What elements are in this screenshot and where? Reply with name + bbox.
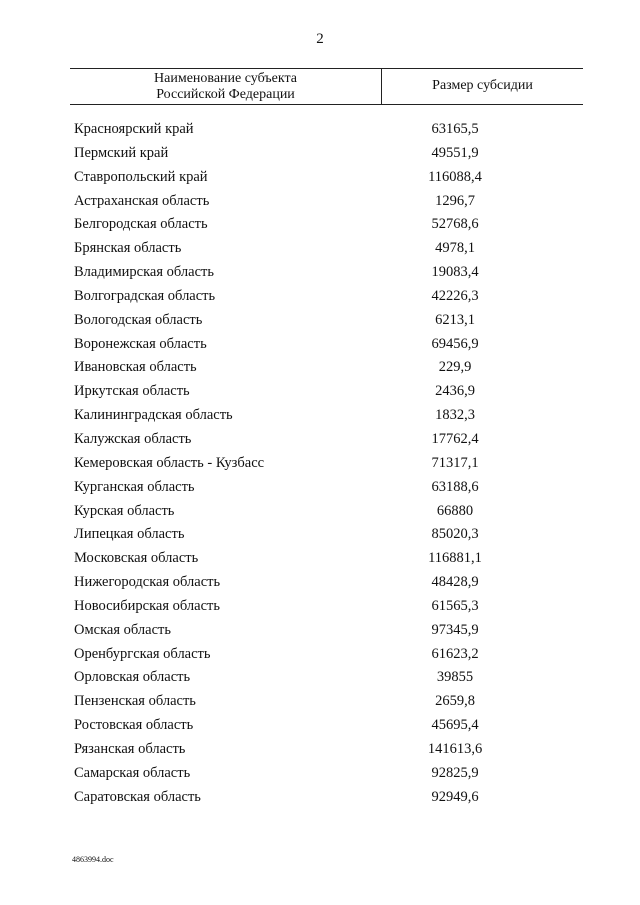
region-name: Калужская область <box>74 430 192 447</box>
table-row <box>0 548 640 572</box>
region-name: Курганская область <box>74 478 195 495</box>
table-header <box>70 68 583 105</box>
subsidy-amount: 42226,3 <box>431 287 479 304</box>
table-row <box>0 191 640 215</box>
table-row <box>0 739 640 763</box>
subsidy-amount: 52768,6 <box>431 216 479 233</box>
table-row <box>0 310 640 334</box>
table-row <box>0 167 640 191</box>
region-name: Омская область <box>74 621 171 638</box>
region-name: Московская область <box>74 550 199 567</box>
region-name: Ивановская область <box>74 359 197 376</box>
subsidy-amount: 39855 <box>436 669 474 686</box>
table-row <box>0 238 640 262</box>
subsidy-amount: 116088,4 <box>428 168 482 185</box>
table-row <box>0 524 640 548</box>
table-row <box>0 405 640 429</box>
subsidy-amount: 116881,1 <box>428 550 482 567</box>
table-row <box>0 262 640 286</box>
table-row <box>0 381 640 405</box>
table-row <box>0 691 640 715</box>
header-subject-name <box>70 71 381 103</box>
region-name: Калининградская область <box>74 407 233 424</box>
table-body <box>0 119 640 810</box>
subsidy-amount: 45695,4 <box>431 717 479 734</box>
subsidy-amount: 63165,5 <box>431 121 479 137</box>
subsidy-amount: 19083,4 <box>431 264 479 281</box>
header-subject-name-line2: Российской Федерации <box>156 87 295 102</box>
subsidy-amount: 61623,2 <box>431 645 479 662</box>
table-row <box>0 620 640 644</box>
region-name: Пензенская область <box>74 693 196 710</box>
subsidy-amount: 85020,3 <box>431 526 479 543</box>
subsidy-amount: 141613,6 <box>427 740 483 757</box>
region-name: Саратовская область <box>74 788 201 805</box>
table-row <box>0 715 640 739</box>
region-name: Оренбургская область <box>74 645 211 662</box>
region-name: Ставропольский край <box>74 168 208 185</box>
region-name: Астраханская область <box>74 192 210 209</box>
subsidy-amount: 66880 <box>436 502 474 519</box>
subsidy-amount: 17762,4 <box>431 430 479 447</box>
region-name: Брянская область <box>74 240 182 257</box>
header-subsidy-amount: Размер субсидии <box>432 78 533 93</box>
header-subject-name-line1: Наименование субъекта <box>154 71 297 86</box>
table-row <box>0 763 640 787</box>
region-name: Курская область <box>74 502 175 519</box>
table-row <box>0 644 640 668</box>
table-row <box>0 477 640 501</box>
region-name: Рязанская область <box>74 740 186 757</box>
subsidy-amount: 49551,9 <box>431 144 479 161</box>
region-name: Орловская область <box>74 669 191 686</box>
subsidy-amount: 63188,6 <box>431 478 479 495</box>
page-number: 2 <box>316 31 324 47</box>
subsidy-amount: 1832,3 <box>435 407 475 424</box>
subsidy-amount: 229,9 <box>438 359 472 376</box>
subsidy-amount: 2436,9 <box>435 383 475 400</box>
subsidy-amount: 1296,7 <box>435 192 475 209</box>
region-name: Красноярский край <box>74 121 194 137</box>
table-row <box>0 143 640 167</box>
region-name: Иркутская область <box>74 383 190 400</box>
table-row <box>0 334 640 358</box>
subsidy-amount: 4978,1 <box>435 240 475 257</box>
region-name: Новосибирская область <box>74 597 220 614</box>
table-row <box>0 667 640 691</box>
region-name: Самарская область <box>74 764 191 781</box>
region-name: Ростовская область <box>74 717 194 734</box>
region-name: Воронежская область <box>74 335 207 352</box>
table-row <box>0 429 640 453</box>
subsidy-amount: 71317,1 <box>431 454 479 471</box>
table-row <box>0 787 640 811</box>
region-name: Белгородская область <box>74 216 208 233</box>
subsidy-amount: 92825,9 <box>431 764 479 781</box>
region-name: Волгоградская область <box>74 287 216 304</box>
table-row <box>0 501 640 525</box>
table-row <box>0 286 640 310</box>
table-row <box>0 596 640 620</box>
region-name: Владимирская область <box>74 264 214 281</box>
subsidy-amount: 69456,9 <box>431 335 479 352</box>
document-filename: 4863994.doc <box>72 855 114 864</box>
region-name: Липецкая область <box>74 526 185 543</box>
subsidy-amount: 61565,3 <box>431 597 479 614</box>
subsidy-amount: 2659,8 <box>435 693 475 710</box>
table-row <box>0 572 640 596</box>
region-name: Нижегородская область <box>74 574 221 591</box>
table-row <box>0 119 640 143</box>
subsidy-amount: 92949,6 <box>431 788 479 805</box>
region-name: Кемеровская область - Кузбасс <box>74 454 265 471</box>
region-name: Пермский край <box>74 144 169 161</box>
subsidy-amount: 6213,1 <box>435 311 475 328</box>
subsidy-amount: 48428,9 <box>431 574 479 591</box>
table-row <box>0 453 640 477</box>
table-row <box>0 357 640 381</box>
subsidy-amount: 97345,9 <box>431 621 479 638</box>
table-row <box>0 214 640 238</box>
region-name: Вологодская область <box>74 311 203 328</box>
